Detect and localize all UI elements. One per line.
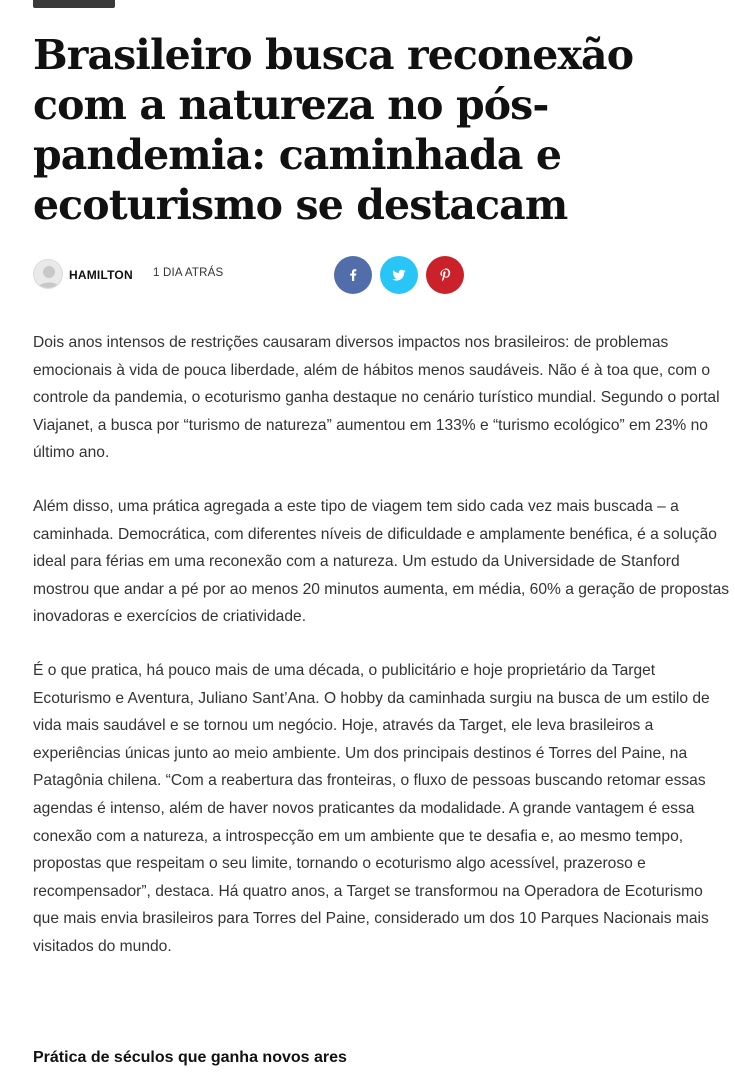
pinterest-share-button[interactable] [426, 256, 464, 294]
author-name[interactable]: HAMILTON [69, 268, 133, 282]
article-body [33, 329, 733, 986]
pinterest-icon [426, 256, 464, 294]
category-tag[interactable] [33, 0, 115, 8]
author-avatar[interactable] [33, 259, 63, 289]
twitter-share-button[interactable] [380, 256, 418, 294]
facebook-share-button[interactable] [334, 256, 372, 294]
user-icon [34, 260, 63, 289]
article-paragraph: Além disso, uma prática agregada a este tipo de viagem tem sido cada vez mais buscada – a caminhada. Democrática, com diferentes níveis de dificuldade e amplamente benéfica, é a solução ideal para férias em uma reconexão com a natureza. Um estudo da Universidade de Stanford mostrou que andar a pé por ao menos 20 minutos aumenta, em média, 60% a geração de propostas inovadoras e exercícios de criatividade. [33, 497, 730, 626]
facebook-icon [334, 256, 372, 294]
section-heading: Prática de séculos que ganha novos ares [33, 1049, 347, 1066]
article-meta [33, 256, 733, 292]
twitter-icon [380, 256, 418, 294]
article-paragraph: É o que pratica, há pouco mais de uma década, o publicitário e hoje proprietário da Target Ecoturismo e Aventura, Juliano Sant’Ana. O hobby da caminhada surgiu na busca de um estilo de vida mais saudável e se tornou um negócio. Hoje, através da Target, ele leva brasileiros a experiências únicas junto ao meio ambiente. Um dos principais destinos é Torres del Paine, na Patagônia chilena. “Com a reabertura das fronteiras, o fluxo de pessoas buscando retomar essas agendas é intenso, além de haver novos praticantes da modalidade. A grande vantagem é essa conexão com a natureza, a introspecção em um ambiente que te desafia e, ao mesmo tempo, propostas que respeitam o seu limite, tornando o ecoturismo algo acessível, prazeroso e recompensador”, destaca. Há quatro anos, a Target se transformou na Operadora de Ecoturismo que mais envia brasileiros para Torres del Paine, considerado um dos 10 Parques Nacionais mais visitados do mundo. [33, 661, 710, 955]
publish-date: 1 DIA ATRÁS [153, 267, 224, 279]
article-title: Brasileiro busca reconexão com a natureza no pós-pandemia: caminhada e ecoturismo se destacam [33, 31, 634, 229]
article-paragraph: Dois anos intensos de restrições causaram diversos impactos nos brasileiros: de problemas emocionais à vida de pouca liberdade, além de hábitos menos saudáveis. Não é à toa que, com o controle da pandemia, o ecoturismo ganha destaque no cenário turístico mundial. Segundo o portal Viajanet, a busca por “turismo de natureza” aumentou em 133% e “turismo ecológico” em 23% no último ano. [33, 334, 720, 462]
